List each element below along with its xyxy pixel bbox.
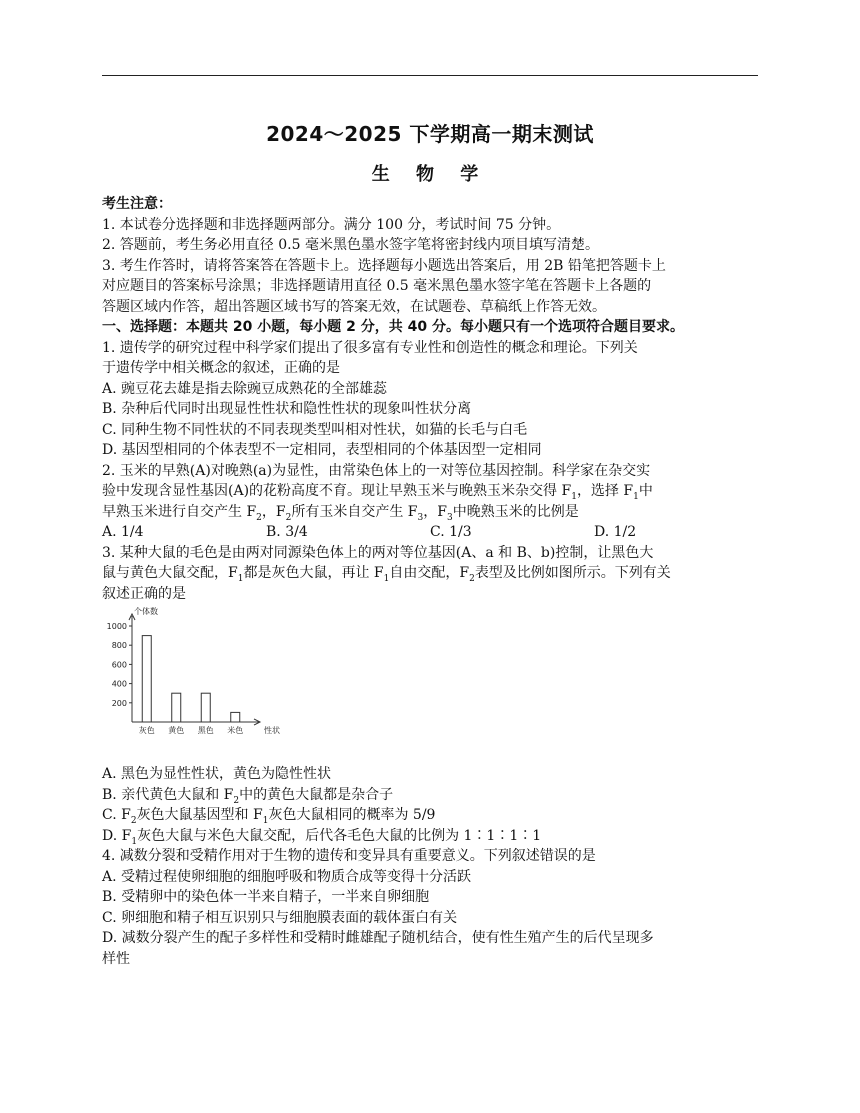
bar (172, 693, 181, 722)
notice-line: 2. 答题前，考生务必用直径 0.5 毫米黑色墨水签字笔将密封线内项目填写清楚。 (102, 237, 599, 253)
q4-option-a: A. 受精过程使卵细胞的细胞呼吸和物质合成等变得十分活跃 (102, 868, 472, 885)
q3-option-d: D. $F_1$灰色大鼠与米色大鼠交配，后代各毛色大鼠的比例为 1∶1∶1∶1 (102, 827, 542, 847)
q2-option-a: A. 1/4 (102, 524, 144, 540)
q3-stem: 鼠与黄色大鼠交配，$F_1$都是灰色大鼠，再让 $F_1$自由交配，$F_2$表型及比例如图所示。下列有关 (102, 565, 671, 584)
y-tick-label: 1000 (106, 622, 127, 631)
x-tick-label: 米色 (227, 726, 244, 735)
q1-stem: 于遗传学中相关概念的叙述，正确的是 (102, 360, 340, 376)
bar (231, 712, 240, 722)
x-axis-label: 性状 (264, 726, 280, 735)
q3-chart (102, 604, 762, 764)
q2-stem: 2. 玉米的早熟(A)对晚熟(a)为显性，由常染色体上的一对等位基因控制。科学家在杂交实 (102, 462, 651, 479)
exam-title: 2024～2025 下学期高一期末测试 (266, 122, 594, 146)
q1-option-c: C. 同种生物不同性状的不同表现类型叫相对性状，如猫的长毛与白毛 (102, 421, 528, 438)
q4-option-c: C. 卵细胞和精子相互识别只与细胞膜表面的载体蛋白有关 (102, 909, 458, 926)
q4-stem: 4. 减数分裂和受精作用对于生物的遗传和变异具有重要意义。下列叙述错误的是 (102, 848, 596, 864)
q4-option-d: D. 减数分裂产生的配子多样性和受精时雌雄配子随机结合，使有性生殖产生的后代呈现多 (102, 930, 654, 946)
q3-option-c: C. $F_2$灰色大鼠基因型和 $F_1$灰色大鼠相同的概率为 5/9 (102, 807, 436, 826)
q2-option-b: B. 3/4 (266, 524, 308, 540)
y-tick-label: 800 (111, 641, 127, 651)
y-axis-label: 个体数 (134, 607, 158, 616)
q2-stem: 早熟玉米进行自交产生 $F_2$，$F_2$所有玉米自交产生 $F_3$，$F_3$中晚熟玉米的比例是 (102, 503, 579, 523)
q2-option-c: C. 1/3 (430, 524, 472, 540)
x-tick-label: 黄色 (168, 726, 185, 735)
q2-stem: 验中发现含显性基因(A)的花粉高度不育。现让早熟玉米与晚熟玉米杂交得 $F_1$，选择 $F_1$中 (102, 483, 653, 502)
y-tick-label: 200 (111, 698, 127, 708)
bar (201, 693, 210, 722)
bar (142, 636, 151, 722)
notice-line: 答题区域内作答，超出答题区域书写的答案无效，在试题卷、草稿纸上作答无效。 (102, 298, 606, 315)
notice-line: 对应题目的答案标号涂黑；非选择题请用直径 0.5 毫米黑色墨水签字笔在答题卡上各题的 (102, 278, 652, 294)
q1-option-b: B. 杂种后代同时出现显性性状和隐性性状的现象叫性状分离 (102, 401, 472, 417)
notice-heading: 考生注意： (102, 196, 172, 212)
y-tick-label: 600 (111, 660, 127, 670)
q4-option-d-cont: 样性 (102, 950, 130, 967)
q3-option-a: A. 黑色为显性性状，黄色为隐性性状 (102, 766, 332, 782)
section-heading: 一、选择题：本题共 20 小题，每小题 2 分，共 40 分。每小题只有一个选项符合题目要求。 (102, 319, 684, 335)
x-tick-label: 黑色 (197, 726, 214, 735)
exam-content (102, 194, 762, 969)
notice-line: 1. 本试卷分选择题和非选择题两部分。满分 100 分，考试时间 75 分钟。 (102, 216, 561, 233)
bar-chart (102, 604, 302, 764)
q4-option-b: B. 受精卵中的染色体一半来自精子，一半来自卵细胞 (102, 889, 430, 905)
q3-stem: 叙述正确的是 (102, 585, 186, 602)
q3-option-b: B. 亲代黄色大鼠和 $F_2$中的黄色大鼠都是杂合子 (102, 786, 394, 806)
top-rule (102, 75, 758, 76)
q3-stem: 3. 某种大鼠的毛色是由两对同源染色体上的两对等位基因(A、a 和 B、b)控制，让黑色大 (102, 544, 654, 561)
q1-option-d: D. 基因型相同的个体表型不一定相同，表型相同的个体基因型一定相同 (102, 442, 542, 458)
q1-option-a: A. 豌豆花去雄是指去除豌豆成熟花的全部雄蕊 (102, 380, 388, 397)
subject-title: 生 物 学 (371, 164, 489, 185)
q2-options (102, 522, 762, 543)
y-tick-label: 400 (111, 679, 127, 689)
x-tick-label: 灰色 (138, 726, 155, 735)
q2-option-d: D. 1/2 (594, 524, 637, 540)
notice-line: 3. 考生作答时，请将答案答在答题卡上。选择题每小题选出答案后，用 2B 铅笔把答题卡上 (102, 257, 666, 274)
q1-stem: 1. 遗传学的研究过程中科学家们提出了很多富有专业性和创造性的概念和理论。下列关 (102, 339, 638, 356)
